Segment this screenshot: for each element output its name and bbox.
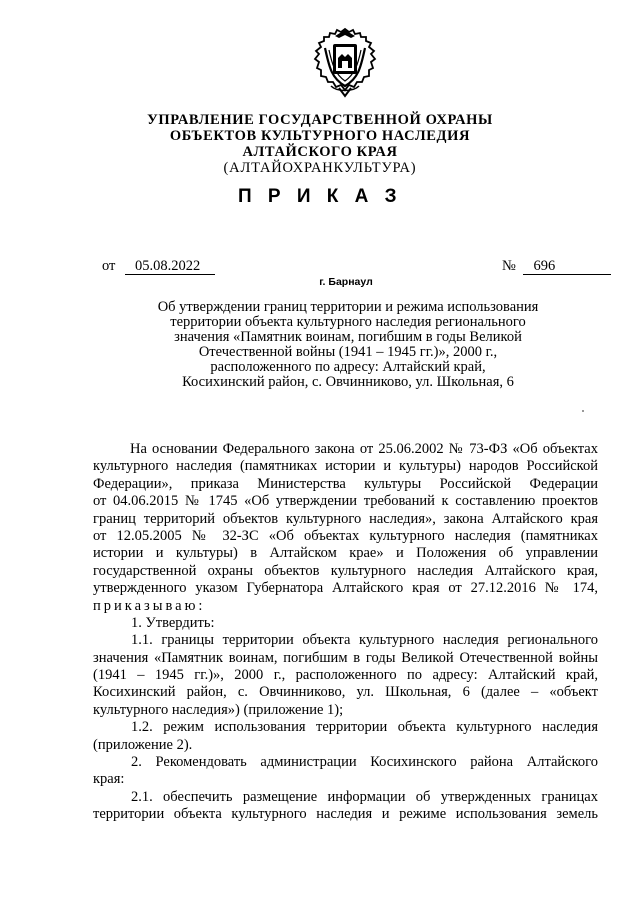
body-line: границ территорий объектов культурного наследия», закона Алтайского края [93, 510, 598, 527]
item-2-1-line: территории объекта культурного наследия и режиме использования земель [93, 806, 598, 823]
scan-speck [582, 410, 584, 412]
subject-line: Косихинский район, с. Овчинниково, ул. Школьная, 6 [182, 374, 514, 390]
item-1-2-line: (приложение 2). [93, 736, 193, 753]
org-line-1: УПРАВЛЕНИЕ ГОСУДАРСТВЕННОЙ ОХРАНЫ [147, 112, 493, 128]
order-word: приказываю: [93, 597, 206, 614]
subject-line: территории объекта культурного наследия регионального [170, 314, 526, 330]
body-line: истории и культуры) в Алтайском крае» и Положения об управлении [93, 545, 598, 562]
number-value: 696 [523, 259, 611, 275]
number-line [502, 258, 611, 275]
coat-of-arms-emblem [311, 26, 379, 100]
body-line: На основании Федерального закона от 25.06.2002 № 73-ФЗ «Об объектах [130, 441, 598, 457]
item-1-1-line: Косихинский район, с. Овчинниково, ул. Школьная, 6 (далее – «объект [93, 684, 598, 701]
item-1-1-line: культурного наследия») (приложение 1); [93, 701, 344, 718]
item-1-1-line: (1941 – 1945 гг.)», 2000 г., расположенного по адресу: Алтайский край, [93, 667, 598, 684]
number-prefix: № [502, 258, 516, 274]
body-line: от 12.05.2005 № 32-ЗС «Об объектах культурного наследия (памятниках [93, 527, 598, 544]
item-1-1-line: значения «Памятник воинам, погибшим в годы Великой Отечественной войны [93, 649, 598, 666]
item-1: 1. Утвердить: [131, 614, 215, 631]
subject-line: Отечественной войны (1941 – 1945 гг.)», 2000 г., [198, 344, 498, 360]
subject-line: расположенного по адресу: Алтайский край, [210, 359, 486, 375]
item-1-1-line: 1.1. границы территории объекта культурного наследия регионального [131, 632, 598, 649]
org-line-3: АЛТАЙСКОГО КРАЯ [242, 144, 398, 160]
body-line: культурного наследия (памятниках истории и культуры) народов Российской [93, 458, 598, 475]
date-prefix: от [102, 258, 116, 274]
subject-line: Об утверждении границ территории и режима использования [157, 299, 539, 315]
date-value: 05.08.2022 [125, 259, 215, 275]
date-line [102, 258, 215, 275]
document-subject [108, 300, 588, 390]
body-line: государственной охраны объектов культурного наследия Алтайского края, [93, 562, 598, 579]
document-body [93, 441, 598, 824]
item-2-line: края: [93, 771, 125, 788]
org-line-2: ОБЪЕКТОВ КУЛЬТУРНОГО НАСЛЕДИЯ [169, 128, 471, 144]
body-line: от 04.06.2015 № 1745 «Об утверждении требований к составлению проектов [93, 493, 598, 510]
organization-name [0, 112, 640, 176]
body-line: утвержденного указом Губернатора Алтайского края от 27.12.2016 № 174, [93, 580, 598, 597]
item-1-2-line: 1.2. режим использования территории объекта культурного наследия [131, 719, 598, 736]
document-title: П Р И К А З [237, 186, 403, 207]
subject-line: значения «Памятник воинам, погибшим в годы Великой [174, 329, 522, 345]
city-name: г. Барнаул [319, 276, 373, 288]
item-2-1-line: 2.1. обеспечить размещение информации об утвержденных границах [131, 788, 598, 805]
item-2-line: 2. Рекомендовать администрации Косихинского района Алтайского [131, 754, 598, 771]
body-line: Федерации», приказа Министерства культуры Российской Федерации [93, 475, 598, 492]
org-abbreviation: (АЛТАЙОХРАНКУЛЬТУРА) [223, 160, 417, 176]
